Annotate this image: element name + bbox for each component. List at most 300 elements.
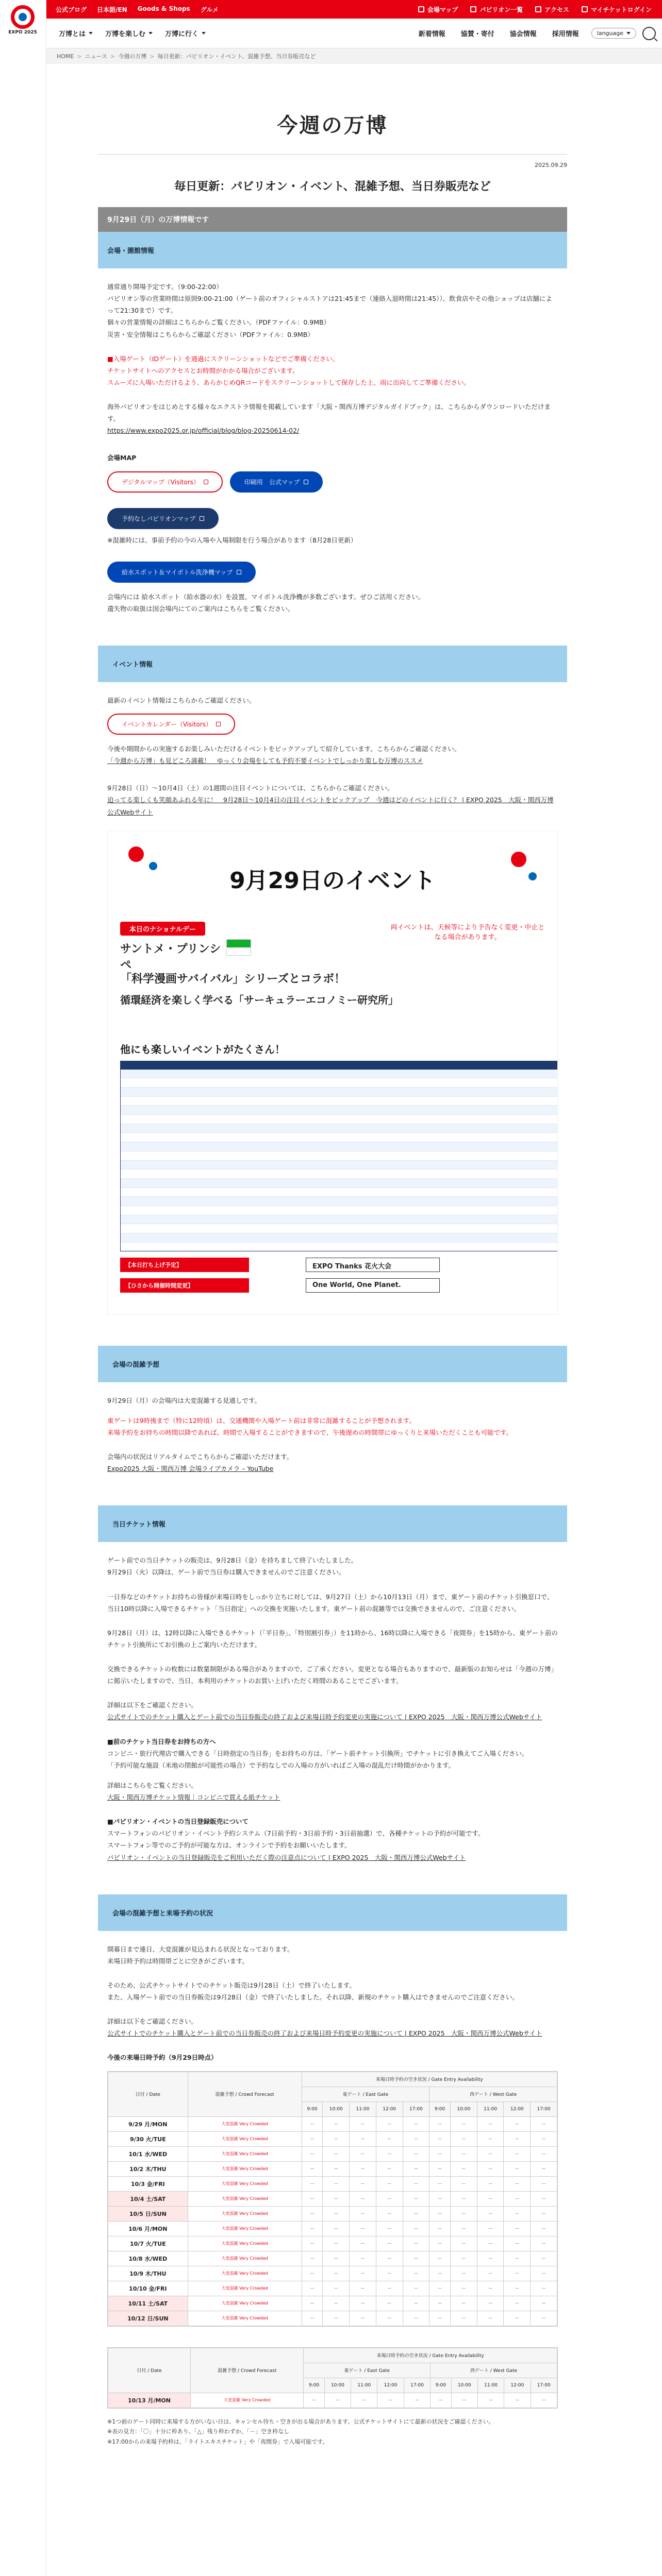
title-divider bbox=[98, 154, 567, 155]
event-calendar-label: イベントカレンダー（Visitors） bbox=[122, 721, 212, 728]
time-header: 9:00 bbox=[429, 2102, 451, 2116]
crowd-forecast: 大変混雑 Very Crowded bbox=[221, 2315, 268, 2320]
availability-cell: － bbox=[477, 2191, 504, 2206]
no-reservation-map-label: 予約なしパビリオンマップ bbox=[122, 515, 196, 522]
schedule-row bbox=[121, 1124, 558, 1133]
crowd-cell bbox=[188, 2311, 302, 2326]
access-icon bbox=[535, 6, 541, 12]
time-header: 11:00 bbox=[477, 2378, 504, 2393]
availability-cell: － bbox=[376, 2296, 403, 2311]
schedule-row bbox=[121, 1070, 558, 1079]
ticket-p3: 一日券などのチケットお持ちの皆様が来場日時をしっかり立ちに対しては、9月27日（土）から10月13日（月）まで、東ゲート前のチケット引換窓口で、当日10時以降に入場できるチケット「当日指定」への交換を実施いたします。東ゲート前の混雑等では交換できませんので、ご注意ください。 bbox=[107, 1592, 554, 1613]
schedule-row bbox=[121, 1215, 558, 1225]
table-row bbox=[108, 2131, 557, 2146]
water-map-button[interactable] bbox=[107, 562, 256, 583]
availability-cell: － bbox=[451, 2131, 477, 2146]
availability-cell: － bbox=[504, 2281, 531, 2296]
availability-cell: － bbox=[429, 2176, 451, 2191]
availability-cell: － bbox=[302, 2131, 323, 2146]
country-flag bbox=[226, 939, 251, 956]
availability-cell: － bbox=[376, 2191, 403, 2206]
availability-cell: － bbox=[451, 2393, 477, 2408]
availability-cell: － bbox=[531, 2131, 557, 2146]
time-header: 12:00 bbox=[377, 2378, 404, 2393]
time-header: 17:00 bbox=[404, 2378, 430, 2393]
date-cell: 10/4 土/SAT bbox=[108, 2191, 188, 2206]
nav-about[interactable] bbox=[53, 28, 99, 38]
decor-dot bbox=[128, 846, 144, 862]
venue-info-section bbox=[98, 281, 567, 615]
schedule-row bbox=[121, 1142, 558, 1151]
west-gate-header: 西ゲート / West Gate bbox=[429, 2087, 557, 2102]
availability-table-1 bbox=[107, 2071, 558, 2327]
date-cell: 10/11 土/SAT bbox=[108, 2296, 188, 2311]
availability-cell: － bbox=[477, 2146, 504, 2161]
day-info-bar: 9月29日（月）の万博情報です bbox=[98, 207, 567, 232]
availability-cell: － bbox=[504, 2236, 531, 2251]
more-events-heading: 他にも楽しいイベントがたくさん！ bbox=[120, 1043, 285, 1056]
nav-visit[interactable] bbox=[159, 28, 212, 38]
ticket-p4: 9月28日（月）は、12時以降に入場できるチケット（「平日券」、「特別割引券」）を11時から、16時以降に入場できる「夜間券」を15時から、東ゲート前のチケット引換所にてお引換の上ご案内いただけます。 bbox=[107, 1629, 558, 1649]
availability-cell: － bbox=[451, 2266, 477, 2281]
availability-cell: － bbox=[451, 2221, 477, 2236]
availability-cell: － bbox=[451, 2296, 477, 2311]
time-header: 11:00 bbox=[350, 2102, 376, 2116]
availability-cell: － bbox=[429, 2221, 451, 2236]
availability-cell: － bbox=[504, 2311, 531, 2326]
crowd-cell bbox=[188, 2251, 302, 2266]
availability-cell: － bbox=[504, 2131, 531, 2146]
availability-header: 来場日時予約の空き状況 / Gate Entry Availability bbox=[304, 2348, 557, 2363]
table-row bbox=[108, 2116, 557, 2131]
date-cell: 9/29 月/MON bbox=[108, 2116, 188, 2131]
availability-cell: － bbox=[403, 2161, 429, 2176]
table-row bbox=[108, 2221, 557, 2236]
availability-section bbox=[98, 1943, 567, 2447]
crowd-cell bbox=[188, 2236, 302, 2251]
availability-cell: － bbox=[429, 2146, 451, 2161]
event-calendar-button[interactable] bbox=[107, 714, 235, 735]
schedule-row bbox=[121, 1133, 558, 1142]
breadcrumb-separator: > bbox=[77, 53, 82, 60]
one-world-title: One World, One Planet. bbox=[306, 1278, 440, 1293]
availability-cell: － bbox=[531, 2146, 557, 2161]
crowd-forecast: 大変混雑 Very Crowded bbox=[221, 2181, 268, 2186]
schedule-row bbox=[121, 1078, 558, 1088]
availability-cell: － bbox=[477, 2296, 504, 2311]
legend-3: ※17:00からの来場予約枠は、「ライトエキスチケット」や「夜間券」で入場可能です。 bbox=[107, 2438, 328, 2446]
topnav-goods-link[interactable]: Goods & Shops bbox=[137, 5, 190, 12]
no-reservation-map-button[interactable] bbox=[107, 508, 219, 529]
availability-cell: － bbox=[350, 2281, 376, 2296]
date-cell: 10/1 水/WED bbox=[108, 2146, 188, 2161]
ticket-p2: 9月29日（火）以降は、ゲート前で当日券は購入できませんのでご注意ください。 bbox=[107, 1568, 345, 1577]
availability-cell: － bbox=[504, 2116, 531, 2131]
crowd-section bbox=[98, 1395, 567, 1475]
table-row bbox=[108, 2191, 557, 2206]
availability-cell: － bbox=[451, 2251, 477, 2266]
topnav-map-link[interactable] bbox=[413, 3, 464, 16]
ticket-p5: 交換できるチケットの枚数には数量制限がある場合がありますので、ご了承ください。変更となる場合もありますので、最新版のお知らせは「今週の万博」に掲示いたしますので、当日、本利用のチケットのお買い上げいただく時間のあることでございます。 bbox=[107, 1665, 558, 1685]
nav-recruit-label: 採用情報 bbox=[552, 30, 579, 38]
east-gate-header: 東ゲート / East Gate bbox=[302, 2087, 429, 2102]
ticket-p1: ゲート前での当日チケットの販売は、9月28日（金）を持ちまして終了いたしました。 bbox=[107, 1556, 358, 1565]
availability-cell: － bbox=[323, 2311, 350, 2326]
crowd-cell bbox=[188, 2161, 302, 2176]
crowd-p1: 9月29日（月）の会場内は大変混雑する見通しです。 bbox=[107, 1396, 261, 1404]
availability-cell: － bbox=[403, 2221, 429, 2236]
availability-cell: － bbox=[429, 2191, 451, 2206]
date-cell: 10/5 日/SUN bbox=[108, 2206, 188, 2221]
nav-sponsor[interactable] bbox=[454, 28, 502, 38]
ticket-p9: 詳細はこちらをご覧ください。 bbox=[107, 1781, 198, 1789]
availability-cell: － bbox=[451, 2236, 477, 2251]
nav-recruit[interactable] bbox=[545, 28, 586, 38]
top-nav bbox=[46, 0, 662, 19]
availability-cell: － bbox=[302, 2311, 323, 2326]
table-header-row bbox=[108, 2072, 557, 2087]
ticket-p10: スマートフォンのパビリオン・イベント予約システム（7日前予約・3日前予約・3日前抽選）で、各種チケットの予約が可能です。 bbox=[107, 1829, 485, 1838]
availability-cell: － bbox=[477, 2161, 504, 2176]
fireworks-title: EXPO Thanks 花火大会 bbox=[306, 1258, 440, 1272]
availability-cell: － bbox=[350, 2221, 376, 2236]
breadcrumb-news[interactable]: ニュース bbox=[85, 53, 108, 60]
time-header: 12:00 bbox=[504, 2102, 531, 2116]
topnav-gourmet-link[interactable]: グルメ bbox=[200, 6, 219, 13]
crowd-forecast: 大変混雑 Very Crowded bbox=[221, 2151, 268, 2156]
caret-down-icon bbox=[148, 32, 153, 35]
publish-date: 2025.09.29 bbox=[535, 162, 567, 168]
east-gate-header: 東ゲート / East Gate bbox=[304, 2363, 431, 2378]
availability-cell: － bbox=[403, 2251, 429, 2266]
crowd-bar: 会場の混雑予想 bbox=[98, 1346, 567, 1382]
availability-cell: － bbox=[504, 2146, 531, 2161]
avail-link[interactable]: 公式サイトでのチケット購入とゲート前での当日券販売の終了および来場日時予約変更の実施について | EXPO 2025 大阪・関西万博公式Webサイト bbox=[107, 2029, 542, 2038]
availability-cell: － bbox=[531, 2176, 557, 2191]
availability-cell: － bbox=[403, 2236, 429, 2251]
table-header-row bbox=[108, 2348, 557, 2363]
schedule-row bbox=[121, 1106, 558, 1115]
availability-cell: － bbox=[302, 2161, 323, 2176]
availability-cell: － bbox=[376, 2146, 403, 2161]
table-row bbox=[108, 2176, 557, 2191]
digital-map-button[interactable] bbox=[107, 471, 223, 493]
availability-cell: － bbox=[302, 2236, 323, 2251]
availability-cell: － bbox=[429, 2251, 451, 2266]
availability-cell: － bbox=[350, 2161, 376, 2176]
availability-cell: － bbox=[302, 2251, 323, 2266]
crowd-forecast: 大変混雑 Very Crowded bbox=[221, 2196, 268, 2201]
featured-event-subtitle: 循環経済を楽しく学べる「サーキュラーエコノミー研究所」 bbox=[120, 993, 399, 1006]
week-note: 9月28日（日）～10月4日（土）の1週間の注目イベントについては、こちらからご確認ください。 bbox=[107, 784, 394, 792]
time-header: 11:00 bbox=[351, 2378, 377, 2393]
availability-cell: － bbox=[302, 2116, 323, 2131]
crowd-cell bbox=[188, 2296, 302, 2311]
availability-cell: － bbox=[403, 2311, 429, 2326]
nav-news[interactable] bbox=[411, 28, 453, 38]
availability-cell: － bbox=[531, 2116, 557, 2131]
availability-cell: － bbox=[451, 2161, 477, 2176]
availability-cell: － bbox=[429, 2266, 451, 2281]
availability-cell: － bbox=[323, 2221, 350, 2236]
topnav-pavilions-label: パビリオン一覧 bbox=[479, 6, 523, 13]
breadcrumb-weekly[interactable]: 今週の万博 bbox=[118, 53, 147, 60]
availability-cell: － bbox=[323, 2296, 350, 2311]
print-map-button[interactable] bbox=[230, 471, 323, 493]
time-header: 17:00 bbox=[531, 2378, 557, 2393]
crowd-cell bbox=[188, 2206, 302, 2221]
topnav-blog-link[interactable]: 公式ブログ bbox=[56, 6, 87, 13]
crowd-cell bbox=[188, 2281, 302, 2296]
crowd-red-1: 東ゲートは9時後まで（特に12時頃）は、交通機関や入場ゲート前は非常に混雑することが予想されます。 bbox=[107, 1416, 416, 1425]
topnav-access-link[interactable] bbox=[530, 3, 574, 16]
venue-info-bar: 会場・園館情報 bbox=[98, 232, 567, 268]
availability-cell: － bbox=[504, 2251, 531, 2266]
ticket-link-2[interactable]: 大阪・関西万博チケット情報｜コンビニで買える紙チケット bbox=[107, 1793, 280, 1801]
date-cell: 10/7 火/TUE bbox=[108, 2236, 188, 2251]
schedule-row bbox=[121, 1197, 558, 1206]
time-header: 9:00 bbox=[431, 2378, 451, 2393]
availability-cell: － bbox=[451, 2281, 477, 2296]
ticket-bar: 当日チケット情報 bbox=[98, 1505, 567, 1542]
gate-notice-1: ■入場ゲート（IDゲート）を通過にスクリーンショットなどでご準備ください。 bbox=[107, 354, 339, 363]
crowd-cell bbox=[188, 2176, 302, 2191]
table-row bbox=[108, 2251, 557, 2266]
availability-cell: － bbox=[376, 2131, 403, 2146]
main-content bbox=[98, 64, 567, 2447]
nav-enjoy-label: 万博を楽しむ bbox=[105, 30, 146, 38]
crowd-forecast: 大変混雑 Very Crowded bbox=[221, 2241, 268, 2246]
crowd-forecast: 大変混雑 Very Crowded bbox=[221, 2226, 268, 2231]
availability-cell: － bbox=[531, 2221, 557, 2236]
hours-note: パビリオン等の営業時間は原則9:00-21:00（ゲート前のオフィシャルストアは21:45まで（連絡入退時間は21:45））、飲食店やその他ショップは店舗によって21:30まで）です。 bbox=[107, 295, 552, 315]
topnav-map-label: 会場マップ bbox=[427, 6, 458, 13]
nav-sponsor-label: 協賛・寄付 bbox=[460, 30, 494, 38]
availability-cell: － bbox=[531, 2393, 557, 2408]
table-row bbox=[108, 2296, 557, 2311]
topnav-pavilions-link[interactable] bbox=[465, 3, 528, 16]
time-change-label: 【ひさから開催時間変更】 bbox=[120, 1278, 249, 1293]
col-crowd-header: 混雑予想 / Crowd Forecast bbox=[188, 2072, 302, 2116]
table-row bbox=[108, 2236, 557, 2251]
availability-cell: － bbox=[403, 2281, 429, 2296]
availability-cell: － bbox=[302, 2146, 323, 2161]
ticket-p11: スマートフォン等でのご予約が可能な方は、オンラインで予約をお願いいたします。 bbox=[107, 1841, 351, 1850]
expo-logo-mark bbox=[11, 5, 35, 29]
availability-cell: － bbox=[350, 2311, 376, 2326]
topnav-myticket-label: マイチケットログイン bbox=[590, 6, 652, 13]
map-label: 会場MAP bbox=[107, 454, 137, 462]
availability-cell: － bbox=[350, 2131, 376, 2146]
availability-cell: － bbox=[376, 2221, 403, 2236]
availability-cell: － bbox=[304, 2393, 324, 2408]
availability-cell: － bbox=[323, 2161, 350, 2176]
ticket-sub-2: ■パビリオン・イベントの当日登録販売について bbox=[107, 1818, 249, 1826]
availability-cell: － bbox=[504, 2266, 531, 2281]
crowd-cell bbox=[188, 2116, 302, 2131]
ticket-section bbox=[98, 1554, 567, 1863]
time-header: 10:00 bbox=[324, 2378, 351, 2393]
lost-item-text[interactable]: 遺失物の取扱は国会場内にてのご案内はこちらをご覧ください。 bbox=[107, 604, 294, 613]
topnav-access-label: アクセス bbox=[544, 6, 569, 13]
event-info-bar: イベント情報 bbox=[98, 646, 567, 682]
schedule-row bbox=[121, 1115, 558, 1124]
topnav-myticket-link[interactable] bbox=[576, 3, 657, 16]
availability-cell: － bbox=[324, 2393, 351, 2408]
availability-cell: － bbox=[403, 2206, 429, 2221]
crowd-cell bbox=[188, 2221, 302, 2236]
availability-cell: － bbox=[477, 2311, 504, 2326]
availability-cell: － bbox=[531, 2236, 557, 2251]
breadcrumb bbox=[46, 48, 662, 64]
expo-logo-text: EXPO 2025 bbox=[8, 30, 37, 35]
availability-cell: － bbox=[531, 2311, 557, 2326]
availability-cell: － bbox=[477, 2116, 504, 2131]
availability-cell: － bbox=[376, 2281, 403, 2296]
water-map-label: 給水スポット＆マイボトル洗浄機マップ bbox=[122, 568, 233, 576]
crowd-p2: 会場内の状況はリアルタイムでこちらからご確認いただけます。 bbox=[107, 1453, 293, 1461]
availability-cell: － bbox=[323, 2191, 350, 2206]
nav-about-label: 万博とは bbox=[59, 30, 86, 38]
availability-cell: － bbox=[451, 2311, 477, 2326]
event-change-note: 両イベントは、天候等により予告なく変更・中止となる場合があります。 bbox=[390, 923, 545, 941]
availability-cell: － bbox=[429, 2206, 451, 2221]
fireworks-label: 【本日打ち上げ予定】 bbox=[120, 1258, 249, 1272]
availability-cell: － bbox=[302, 2206, 323, 2221]
nav-association-label: 協会情報 bbox=[509, 30, 537, 38]
availability-cell: － bbox=[302, 2176, 323, 2191]
availability-cell: － bbox=[477, 2176, 504, 2191]
event-banner-image bbox=[107, 831, 558, 1315]
avail-p4: また、入場ゲート前での当日券販売は9月28日（金）で終了いたしました。それ以降、新規のチケット購入はできませんのでご注意ください。 bbox=[107, 1993, 519, 2001]
availability-cell: － bbox=[429, 2281, 451, 2296]
schedule-header bbox=[121, 1061, 558, 1070]
availability-cell: － bbox=[403, 2191, 429, 2206]
ticket-link-1[interactable]: 公式サイトでのチケット購入とゲート前での当日券販売の終了および来場日時予約変更の実施について | EXPO 2025 大阪・関西万博公式Webサイト bbox=[107, 1713, 542, 1721]
availability-cell: － bbox=[350, 2236, 376, 2251]
ticket-p8: 「予約可能な施設（米地の閉館が可能性の場合）で予約なしでの入場の方がいればご入場の混乱だけ時間がかかります。 bbox=[107, 1761, 455, 1769]
schedule-row bbox=[121, 1188, 558, 1197]
table-row bbox=[108, 2206, 557, 2221]
availability-cell: － bbox=[323, 2131, 350, 2146]
availability-cell: － bbox=[451, 2191, 477, 2206]
language-selector[interactable] bbox=[591, 28, 636, 39]
featured-event-title: 「科学漫画サバイバル」シリーズとコラボ！ bbox=[120, 972, 346, 986]
caret-down-icon bbox=[626, 32, 631, 35]
event-feature-link[interactable]: 「今週から万博」も見どころ満載！ ゆっくり会場をしても予約不要イベントでしっかり楽しむ万博のススメ bbox=[107, 757, 423, 765]
nav-association[interactable] bbox=[503, 28, 544, 38]
crowd-forecast: 大変混雑 Very Crowded bbox=[221, 2136, 268, 2141]
availability-cell: － bbox=[351, 2393, 377, 2408]
date-cell: 10/6 月/MON bbox=[108, 2221, 188, 2236]
date-cell: 10/13 月/MON bbox=[108, 2393, 191, 2408]
availability-cell: － bbox=[323, 2251, 350, 2266]
availability-cell: － bbox=[531, 2251, 557, 2266]
nav-news-label: 新着情報 bbox=[418, 30, 445, 38]
availability-cell: － bbox=[531, 2161, 557, 2176]
availability-cell: － bbox=[403, 2131, 429, 2146]
external-link-icon bbox=[200, 516, 204, 521]
map-icon bbox=[418, 6, 424, 12]
schedule-row bbox=[121, 1224, 558, 1233]
nav-enjoy[interactable] bbox=[99, 28, 159, 38]
availability-cell: － bbox=[350, 2266, 376, 2281]
event-note: 今後や期間からの実施するお楽しみいただけるイベントをピックアップして紹介しています。こちらからご確認ください。 bbox=[107, 745, 461, 753]
topnav-language-link[interactable]: 日本語/EN bbox=[97, 6, 127, 13]
availability-cell: － bbox=[376, 2266, 403, 2281]
availability-cell: － bbox=[451, 2176, 477, 2191]
crowd-forecast: 大変混雑 Very Crowded bbox=[221, 2300, 268, 2306]
national-day-pill: 本日のナショナルデー bbox=[120, 922, 205, 936]
ticket-link-3[interactable]: パビリオン・イベントの当日登録販売をご利用いただく際の注意点について | EXPO 2025 大阪・関西万博公式Webサイト bbox=[107, 1853, 466, 1861]
schedule-row bbox=[121, 1151, 558, 1161]
external-link-icon bbox=[216, 722, 221, 726]
bottle-text: 会場内には 給水スポット（給水器の水）を設置。マイボトル洗浄機が多数ございます。ぜひご活用ください。 bbox=[107, 592, 425, 601]
availability-cell: － bbox=[531, 2266, 557, 2281]
nav-visit-label: 万博に行く bbox=[165, 30, 199, 38]
national-day-country: サントメ・プリンシペ bbox=[120, 942, 221, 972]
table-row bbox=[108, 2266, 557, 2281]
week-link[interactable]: 迫ってる楽しくも笑顔あふれる年に！ 9月28日～10月4日の注目イベントをピックアップ 今週はどのイベントに行く？ | EXPO 2025 大阪・関西万博公式Webサイト bbox=[107, 796, 554, 816]
pavilion-icon bbox=[470, 6, 476, 12]
availability-cell: － bbox=[531, 2296, 557, 2311]
availability-cell: － bbox=[531, 2206, 557, 2221]
gate-notice-3: スムーズに入場いただけるよう、あらかじめQRコードをスクリーンショットして保存した上、雨に出向してご準備ください。 bbox=[107, 378, 470, 386]
time-header: 10:00 bbox=[323, 2102, 350, 2116]
time-header: 17:00 bbox=[403, 2102, 429, 2116]
print-map-label: 印刷用 公式マップ bbox=[244, 478, 300, 486]
expo-logo[interactable] bbox=[7, 5, 38, 41]
guidebook-link[interactable]: https://www.expo2025.or.jp/official/blog/blog-20250614-02/ bbox=[107, 427, 300, 435]
event-schedule-table bbox=[120, 1061, 558, 1251]
schedule-row bbox=[121, 1206, 558, 1215]
safety-info-link[interactable]: 災害・安全情報はこちらからご確認ください（PDFファイル：0.9MB） bbox=[107, 330, 314, 338]
availability-cell: － bbox=[323, 2281, 350, 2296]
crowd-cell bbox=[188, 2191, 302, 2206]
crowd-forecast: 大変混雑 Very Crowded bbox=[221, 2121, 268, 2126]
availability-bar: 会場の混雑予想と来場予約の状況 bbox=[98, 1894, 567, 1931]
availability-cell: － bbox=[504, 2221, 531, 2236]
breadcrumb-home[interactable]: HOME bbox=[57, 53, 74, 60]
schedule-row bbox=[121, 1233, 558, 1243]
search-icon[interactable] bbox=[642, 27, 656, 40]
time-header: 9:00 bbox=[302, 2102, 323, 2116]
col-date-header: 日付 / Date bbox=[108, 2348, 191, 2393]
availability-cell: － bbox=[323, 2266, 350, 2281]
col-crowd-header: 混雑予想 / Crowd Forecast bbox=[191, 2348, 304, 2393]
legend-1: ※1つ前のゲート同時に来場する方がいない日は、キャンセル待ち・空きが出る場合があります。公式チケットサイトにて最新の状況をご確認ください。 bbox=[107, 2418, 494, 2425]
availability-cell: － bbox=[376, 2116, 403, 2131]
avail-p3: そのため、公式チケットサイトでのチケット販売は9月28日（土）で終了いたします。 bbox=[107, 1981, 356, 1989]
availability-cell: － bbox=[504, 2393, 531, 2408]
page-title: 今週の万博 bbox=[277, 114, 388, 138]
breadcrumb-separator: > bbox=[150, 53, 155, 60]
table-row bbox=[108, 2311, 557, 2326]
external-link-icon bbox=[304, 480, 308, 484]
live-camera-link[interactable]: Expo2025 大阪・関西万博 会場ライブカメラ – YouTube bbox=[107, 1465, 274, 1473]
date-cell: 10/12 日/SUN bbox=[108, 2311, 188, 2326]
schedule-row bbox=[121, 1097, 558, 1106]
availability-cell: － bbox=[451, 2146, 477, 2161]
avail-p2: 来場日時予約は時間帯ごとに空きがございます。 bbox=[107, 1957, 249, 1965]
business-info-link[interactable]: 個々の営業情報の詳細はこちらからご覧ください。（PDFファイル：0.9MB） bbox=[107, 318, 330, 327]
availability-cell: － bbox=[477, 2206, 504, 2221]
schedule-row bbox=[121, 1088, 558, 1097]
schedule-row bbox=[121, 1170, 558, 1179]
availability-cell: － bbox=[350, 2146, 376, 2161]
crowd-cell bbox=[188, 2131, 302, 2146]
availability-cell: － bbox=[504, 2161, 531, 2176]
